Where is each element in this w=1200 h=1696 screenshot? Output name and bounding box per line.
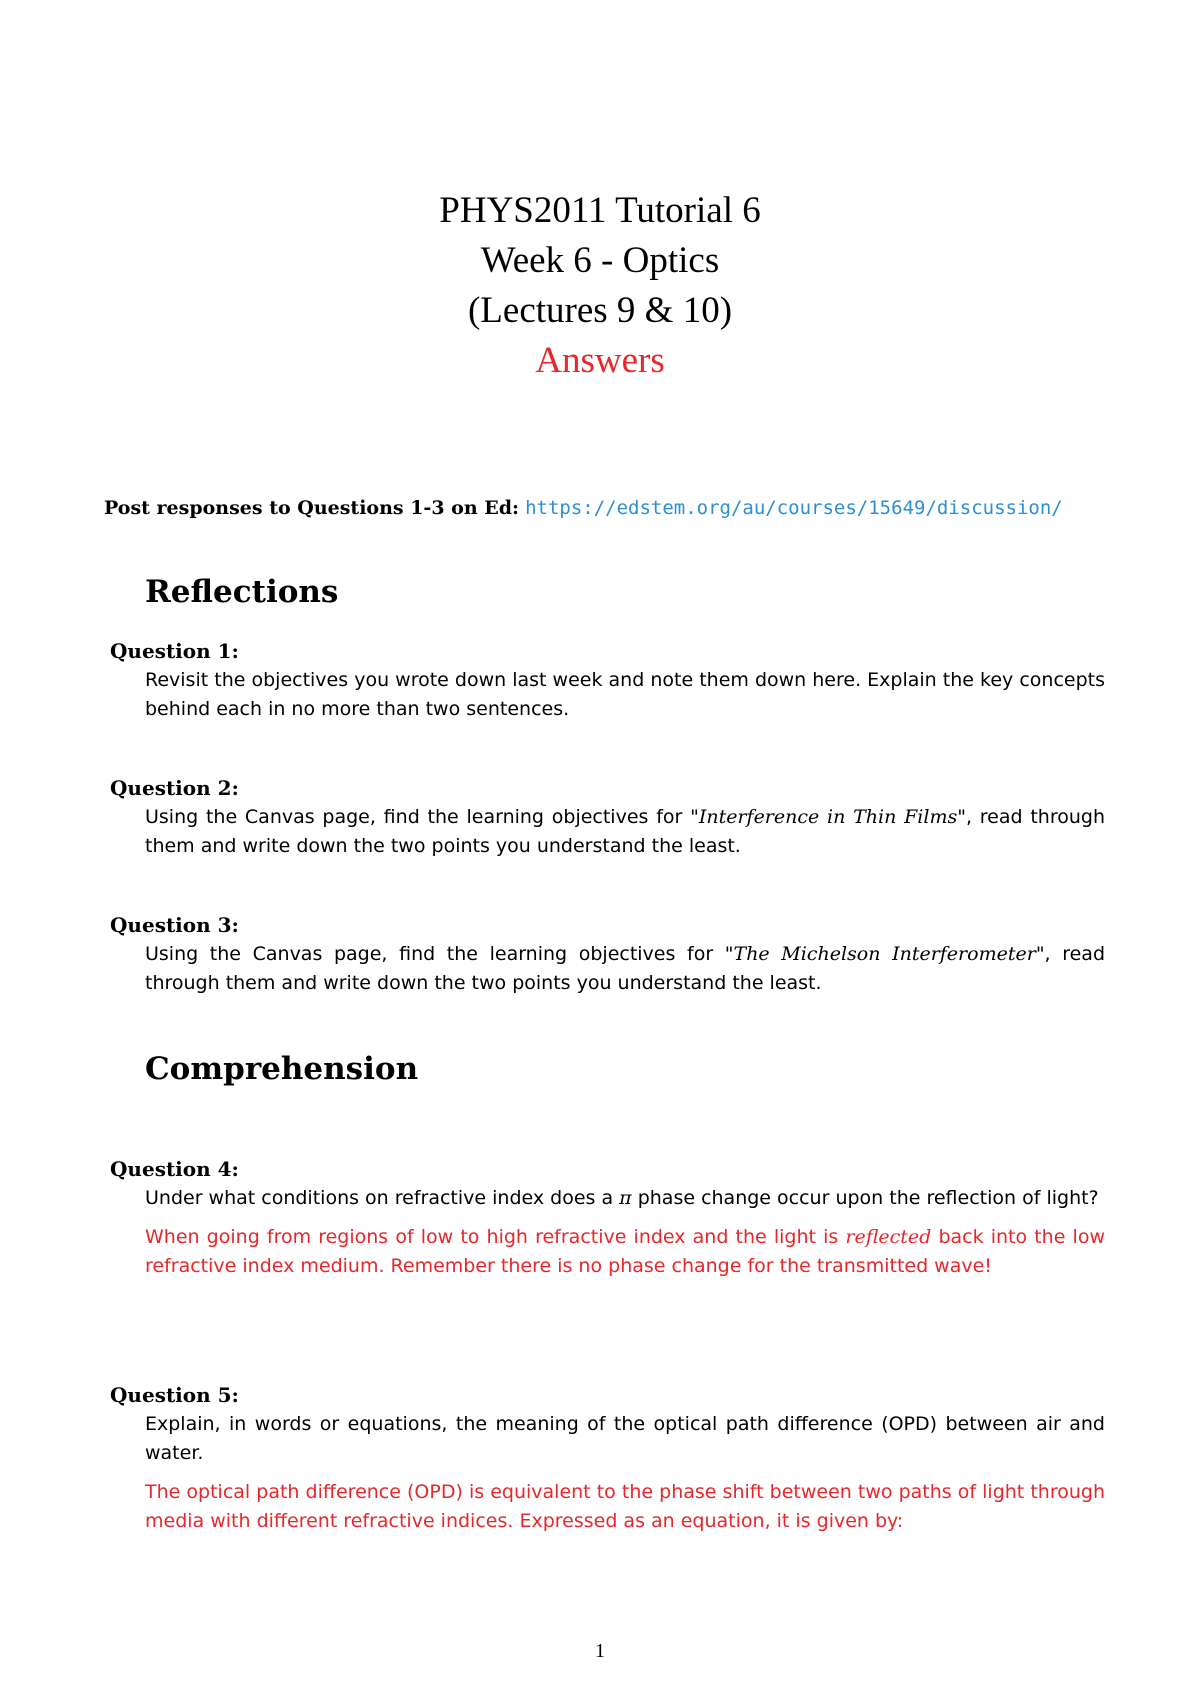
question-4-text-end: phase change occur upon the reflection of light? xyxy=(631,1187,1099,1209)
question-4 xyxy=(110,1155,1110,1281)
question-4-label: Question 4: xyxy=(110,1157,239,1181)
document-title: PHYS2011 Tutorial 6 xyxy=(439,190,761,231)
ed-post-label: Post responses to Questions 1-3 on Ed: xyxy=(104,497,520,519)
question-4-answer-emphasis: reflected xyxy=(845,1226,932,1248)
question-5-label: Question 5: xyxy=(110,1383,239,1407)
question-2-label: Question 2: xyxy=(110,776,239,800)
question-3-text-end: ", read through them and write down the two points you understand the least. xyxy=(145,943,1106,994)
question-5 xyxy=(110,1381,1110,1536)
question-2-text-end: ", read through them and write down the two points you understand the least. xyxy=(145,806,1105,857)
question-4-text-start: Under what conditions on refractive index does a xyxy=(145,1187,620,1209)
question-4-answer-end: back into the low refractive index medium. Remember there is no phase change for the transmitted wave! xyxy=(145,1226,1105,1277)
question-3-text-start: Using the Canvas page, find the learning objectives for " xyxy=(145,943,734,965)
ed-post-instruction xyxy=(104,497,1063,519)
question-3-text xyxy=(145,940,1105,998)
question-3 xyxy=(110,911,1110,998)
section-heading-reflections: Reflections xyxy=(145,574,339,610)
question-2-text-start: Using the Canvas page, find the learning objectives for " xyxy=(145,806,699,828)
ed-discussion-link[interactable]: https://edstem.org/au/courses/15649/discussion/ xyxy=(525,497,1063,519)
section-heading-comprehension: Comprehension xyxy=(145,1051,419,1087)
answers-label: Answers xyxy=(535,340,665,381)
question-3-label: Question 3: xyxy=(110,913,239,937)
question-2-topic: Interference in Thin Films xyxy=(698,806,958,828)
page-number: 1 xyxy=(595,1640,605,1662)
question-5-answer: The optical path difference (OPD) is equivalent to the phase shift between two paths of light through media with different refractive indices. Expressed as an equation, it is given by: xyxy=(145,1481,1105,1532)
question-4-answer-start: When going from regions of low to high refractive index and the light is xyxy=(145,1226,846,1248)
question-3-topic: The Michelson Interferometer xyxy=(733,943,1036,965)
question-2-text xyxy=(145,803,1105,861)
pi-symbol: π xyxy=(619,1187,632,1209)
question-1-text: Revisit the objectives you wrote down last week and note them down here. Explain the key concepts behind each in no more than two sentences. xyxy=(145,669,1105,720)
question-2 xyxy=(110,774,1110,861)
question-4-text xyxy=(145,1184,1105,1213)
document-subtitle: Week 6 - Optics xyxy=(480,240,720,281)
title-block xyxy=(0,186,1200,386)
question-1 xyxy=(110,637,1110,724)
lectures-line: (Lectures 9 & 10) xyxy=(467,290,733,331)
question-1-label: Question 1: xyxy=(110,639,239,663)
question-4-answer xyxy=(145,1223,1105,1281)
question-5-text: Explain, in words or equations, the meaning of the optical path difference (OPD) between air and water. xyxy=(145,1413,1105,1464)
